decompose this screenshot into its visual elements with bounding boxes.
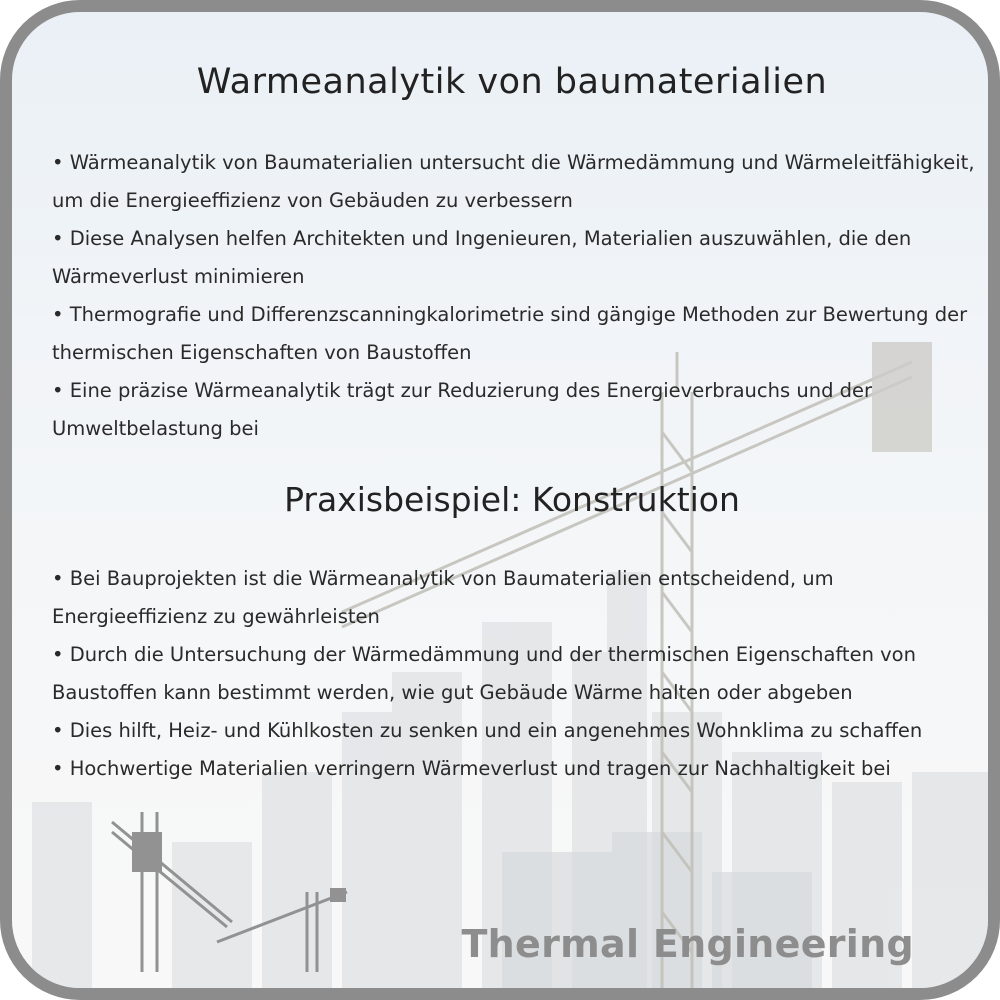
list-item: • Durch die Untersuchung der Wärmedämmung und der thermischen Eigenschaften von Baustoffen kann bestimmt werden, wie gut Gebäude Wärme halten oder abgeben bbox=[52, 643, 916, 704]
page-title: Warmeanalytik von baumaterialien bbox=[196, 62, 828, 102]
list-item: • Eine präzise Wärmeanalytik trägt zur Reduzierung des Energieverbrauchs und der Umweltbelastung bei bbox=[52, 379, 873, 440]
list-item: • Thermografie und Differenzscanningkalorimetrie sind gängige Methoden zur Bewertung der thermischen Eigenschaften von Baustoffen bbox=[52, 303, 968, 364]
list-item: • Hochwertige Materialien verringern Wärmeverlust und tragen zur Nachhaltigkeit bei bbox=[52, 757, 891, 780]
section-heading: Praxisbeispiel: Konstruktion bbox=[284, 480, 740, 519]
brand-watermark: Thermal Engineering bbox=[461, 922, 914, 966]
list-item: • Diese Analysen helfen Architekten und Ingenieuren, Materialien auszuwählen, die den Wärmeverlust minimieren bbox=[52, 227, 912, 288]
content bbox=[12, 12, 1000, 1000]
list-item: • Dies hilft, Heiz- und Kühlkosten zu senken und ein angenehmes Wohnklima zu schaffen bbox=[52, 719, 923, 742]
section2-bullet-list bbox=[52, 560, 982, 788]
list-item: • Bei Bauprojekten ist die Wärmeanalytik von Baumaterialien entscheidend, um Energieeffizienz zu gewährleisten bbox=[52, 567, 834, 628]
list-item: • Wärmeanalytik von Baumaterialien untersucht die Wärmedämmung und Wärmeleitfähigkeit, um die Energieeffizienz von Gebäuden zu verbessern bbox=[52, 151, 975, 212]
section1-bullet-list bbox=[52, 144, 982, 448]
